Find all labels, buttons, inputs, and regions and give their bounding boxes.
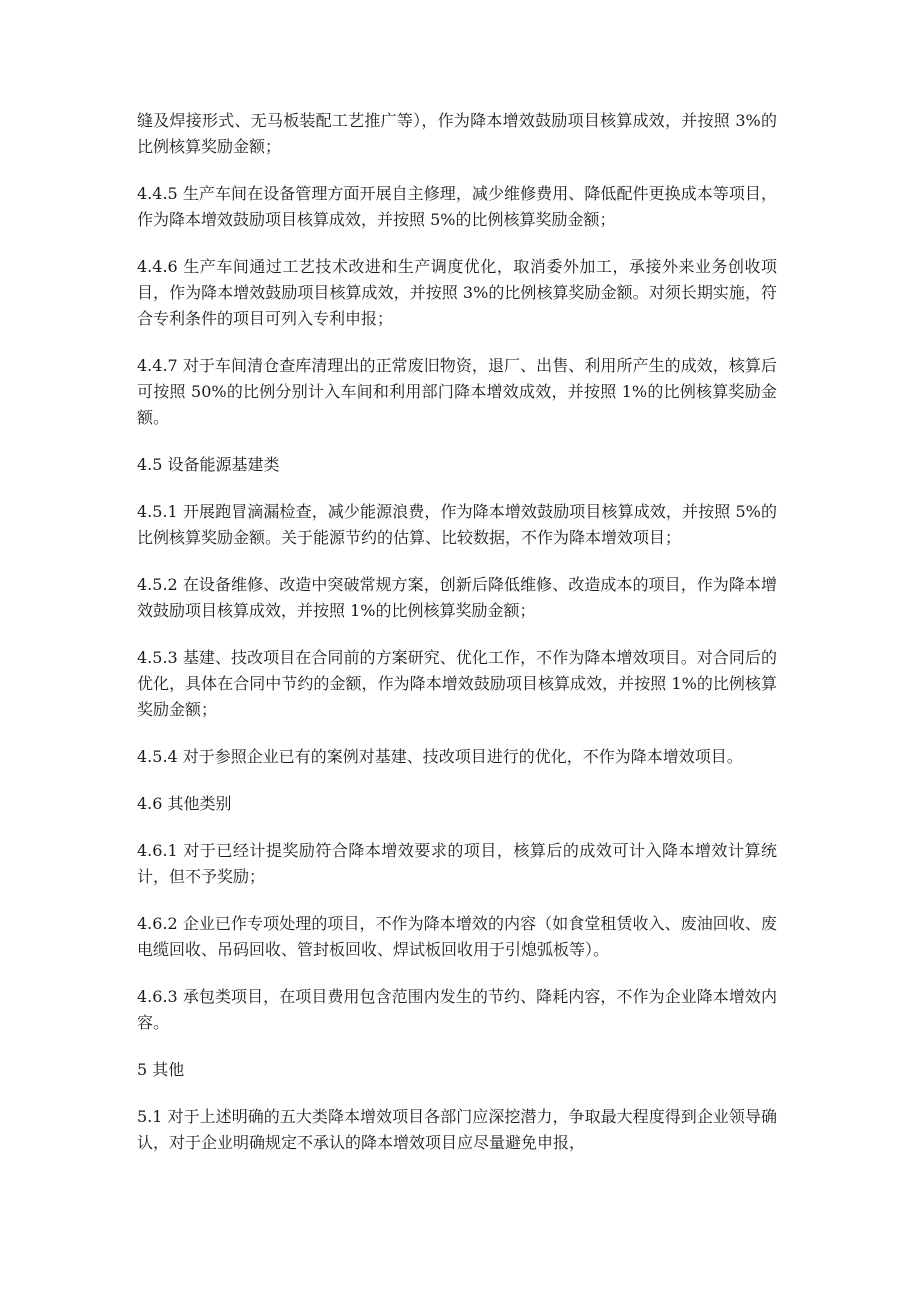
paragraph-4-6-2: 4.6.2 企业已作专项处理的项目，不作为降本增效的内容（如食堂租赁收入、废油回收、废电缆回收、吊码回收、管封板回收、焊试板回收用于引熄弧板等）。 bbox=[137, 914, 777, 959]
paragraph-4-4-7: 4.4.7 对于车间清仓查库清理出的正常废旧物资，退厂、出售、利用所产生的成效，核算后可按照 50%的比例分别计入车间和利用部门降本增效成效，并按照 1%的比例核算奖励金额。 bbox=[137, 356, 777, 427]
paragraph-4-5-4: 4.5.4 对于参照企业已有的案例对基建、技改项目进行的优化，不作为降本增效项目。 bbox=[137, 747, 743, 766]
paragraph-4-4-5: 4.4.5 生产车间在设备管理方面开展自主修理，减少维修费用、降低配件更换成本等项目，作为降本增效鼓励项目核算成效，并按照 5%的比例核算奖励金额； bbox=[137, 184, 777, 229]
section-heading-4-6: 4.6 其他类别 bbox=[137, 794, 232, 813]
paragraph-4-4-4-cont: 缝及焊接形式、无马板装配工艺推广等），作为降本增效鼓励项目核算成效，并按照 3%的比例核算奖励金额； bbox=[137, 111, 777, 156]
paragraph-4-5-3: 4.5.3 基建、技改项目在合同前的方案研究、优化工作，不作为降本增效项目。对合同后的优化，具体在合同中节约的金额，作为降本增效鼓励项目核算成效，并按照 1%的比例核算奖励金额； bbox=[137, 648, 777, 719]
paragraph-4-4-6: 4.4.6 生产车间通过工艺技术改进和生产调度优化，取消委外加工，承接外来业务创收项目，作为降本增效鼓励项目核算成效，并按照 3%的比例核算奖励金额。对须长期实施，符合专利条件的项目可列入专利申报； bbox=[137, 257, 777, 328]
document-page bbox=[137, 108, 777, 1177]
section-heading-4-5: 4.5 设备能源基建类 bbox=[137, 455, 280, 474]
paragraph-4-5-2: 4.5.2 在设备维修、改造中突破常规方案，创新后降低维修、改造成本的项目，作为降本增效鼓励项目核算成效，并按照 1%的比例核算奖励金额； bbox=[137, 575, 777, 620]
paragraph-5-1: 5.1 对于上述明确的五大类降本增效项目各部门应深挖潜力，争取最大程度得到企业领导确认，对于企业明确规定不承认的降本增效项目应尽量避免申报， bbox=[137, 1107, 777, 1152]
paragraph-4-5-1: 4.5.1 开展跑冒滴漏检查，减少能源浪费，作为降本增效鼓励项目核算成效，并按照 5%的比例核算奖励金额。关于能源节约的估算、比较数据，不作为降本增效项目； bbox=[137, 502, 777, 547]
paragraph-4-6-3: 4.6.3 承包类项目，在项目费用包含范围内发生的节约、降耗内容，不作为企业降本增效内容。 bbox=[137, 987, 777, 1032]
paragraph-4-6-1: 4.6.1 对于已经计提奖励符合降本增效要求的项目，核算后的成效可计入降本增效计算统计，但不予奖励； bbox=[137, 841, 777, 886]
section-heading-5: 5 其他 bbox=[137, 1060, 185, 1079]
